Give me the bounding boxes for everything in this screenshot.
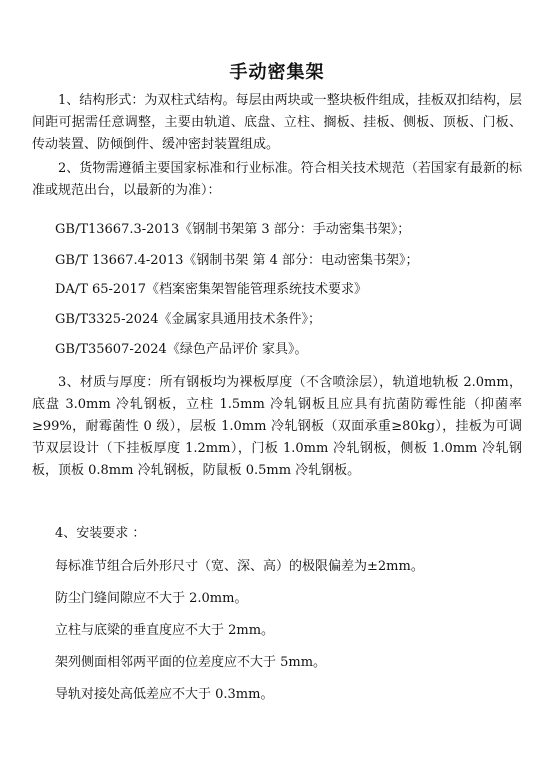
paragraph-materials: 3、材质与厚度：所有钢板均为裸板厚度（不含喷涂层），轨道地轨板 2.0mm，底盘 3.0mm 冷轧钢板，立柱 1.5mm 冷轧钢板且应具有抗菌防霉性能（抑菌率≥99%，耐霉菌性 0 级），层板 1.0mm 冷轧钢板（双面承重≥80kg），挂板为可调节双层设计（下挂板厚度 1.2mm），门板 1.0mm 冷轧钢板，侧板 1.0mm 冷轧钢板，顶板 0.8mm 冷轧钢板，防鼠板 0.5mm 冷轧钢板。 xyxy=(32,375,522,478)
document-title: 手动密集架 xyxy=(229,62,325,83)
install-requirement-item: 每标准节组合后外形尺寸（宽、深、高）的极限偏差为±2mm。 xyxy=(55,559,424,574)
install-requirements-heading: 4、安装要求 ： xyxy=(55,526,146,541)
paragraph-structure: 1、结构形式：为双柱式结构。每层由两块或一整块板件组成，挂板双扣结构，层间距可据需任意调整，主要由轨道、底盘、立柱、搁板、挂板、侧板、顶板、门板、传动装置、防倾倒件、缓冲密封装置组成。 xyxy=(32,93,522,152)
paragraph-standards-intro: 2、货物需遵循主要国家标准和行业标准。符合相关技术规范（若国家有最新的标准或规范出台，以最新的为准）： xyxy=(32,161,522,198)
install-requirement-item: 架列侧面相邻两平面的位差度应不大于 5mm。 xyxy=(55,655,327,670)
standard-item: GB/T35607-2024《绿色产品评价 家具》。 xyxy=(55,342,308,357)
standard-item: GB/T13667.3-2013《钢制书架第 3 部分：手动密集书架》； xyxy=(55,222,411,237)
install-requirement-item: 防尘门缝间隙应不大于 2.0mm。 xyxy=(55,591,248,606)
standard-item: DA/T 65-2017《档案密集架智能管理系统技术要求》 xyxy=(55,282,368,297)
standard-item: GB/T3325-2024《金属家具通用技术条件》； xyxy=(55,312,322,327)
install-requirement-item: 立柱与底梁的垂直度应不大于 2mm。 xyxy=(55,623,275,638)
install-requirement-item: 导轨对接处高低差应不大于 0.3mm。 xyxy=(55,687,274,702)
standard-item: GB/T 13667.4-2013《钢制书架 第 4 部分：电动密集书架》； xyxy=(55,253,419,268)
